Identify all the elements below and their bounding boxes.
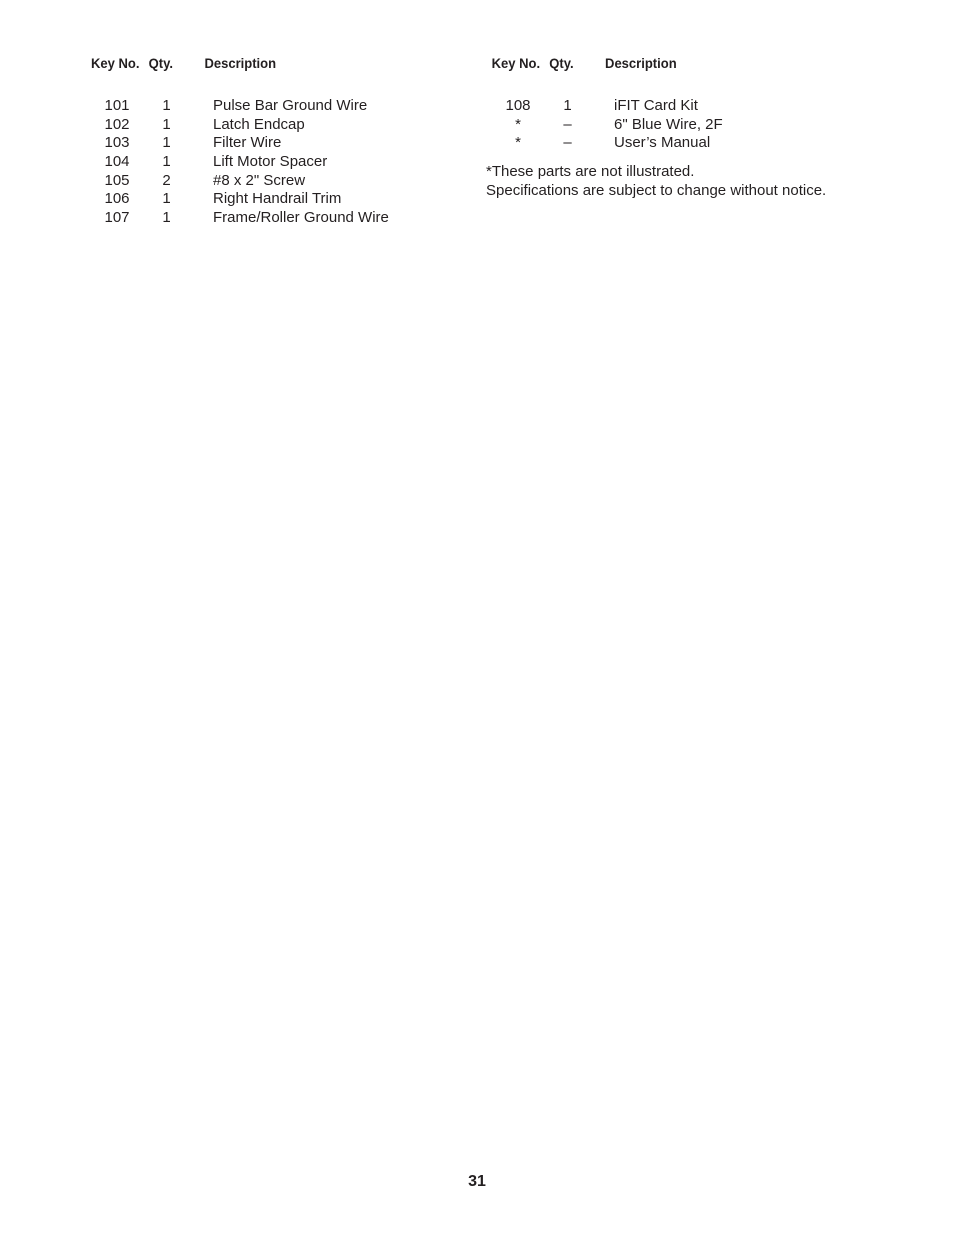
table-row: [486, 134, 926, 153]
qty: 1: [162, 190, 171, 208]
table-row: [91, 153, 471, 172]
header-qty: Qty.: [148, 55, 174, 71]
header-key-no: Key No.: [491, 55, 541, 71]
key-no: 103: [104, 134, 130, 152]
description: Right Handrail Trim: [213, 190, 342, 208]
header-description: Description: [605, 55, 677, 71]
description: User’s Manual: [614, 134, 711, 152]
description: Filter Wire: [213, 134, 282, 152]
qty: 1: [162, 97, 171, 114]
qty: 1: [563, 97, 572, 114]
qty: 1: [162, 209, 171, 227]
table-row: [91, 172, 471, 191]
qty: –: [563, 134, 572, 152]
header-qty: Qty.: [549, 55, 574, 71]
table-row: [91, 97, 471, 116]
key-no: *: [515, 115, 521, 133]
qty: 1: [162, 115, 171, 133]
description: Latch Endcap: [213, 115, 305, 133]
table-row: [486, 116, 926, 135]
table-header: [486, 55, 895, 73]
qty: 1: [162, 153, 171, 171]
table-row: [91, 116, 471, 135]
table-row: [91, 134, 471, 153]
description: Frame/Roller Ground Wire: [213, 209, 389, 227]
description: iFIT Card Kit: [614, 97, 698, 114]
key-no: 107: [104, 209, 130, 227]
table-row: [486, 97, 926, 116]
table-row: [91, 190, 471, 209]
description: 6" Blue Wire, 2F: [614, 115, 723, 133]
page-number: 31: [468, 1173, 486, 1190]
table-row: [91, 209, 471, 228]
header-key-no: Key No.: [91, 55, 140, 71]
qty: 1: [162, 134, 171, 152]
parts-list-right: [486, 55, 926, 199]
key-no: 106: [104, 190, 130, 208]
key-no: 101: [104, 97, 130, 114]
key-no: 105: [104, 171, 130, 189]
qty: –: [563, 115, 572, 133]
description: Pulse Bar Ground Wire: [213, 97, 368, 114]
not-illustrated-note: *These parts are not illustrated.: [486, 163, 695, 180]
key-no: 102: [104, 115, 130, 133]
parts-list-left: [91, 55, 471, 228]
key-no: *: [515, 134, 521, 152]
description: Lift Motor Spacer: [213, 153, 328, 171]
notes: [486, 163, 826, 200]
specifications-note: Specifications are subject to change without notice.: [486, 181, 827, 199]
key-no: 108: [505, 97, 531, 114]
table-header: [91, 55, 444, 73]
description: #8 x 2" Screw: [213, 171, 306, 189]
key-no: 104: [104, 153, 130, 171]
header-description: Description: [204, 55, 277, 71]
qty: 2: [162, 171, 171, 189]
